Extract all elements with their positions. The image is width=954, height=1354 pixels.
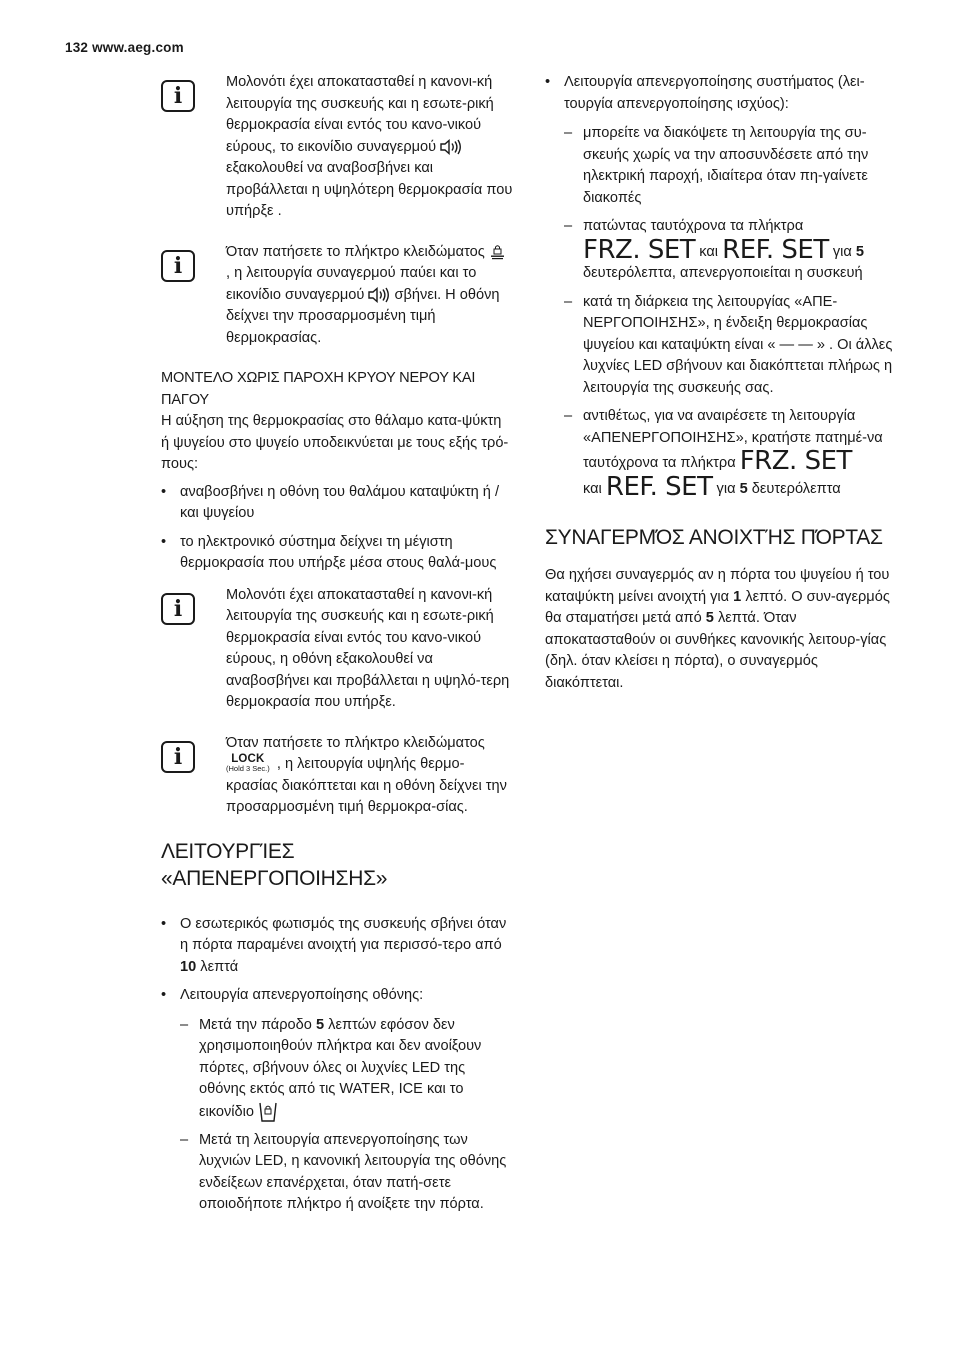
info-note-text: Μολονότι έχει αποκατασταθεί η κανονι-κή λειτουργία της συσκευής και η εσωτε-ρική θερμοκρασία είναι εντός του κανο-νικού εύρους, το εικονίδιο συναγερμού εξακολουθεί να αναβοσβήνει και προβάλλεται η υψηλότερη θερμοκρασία που υπήρξε . <box>226 74 513 219</box>
page-number: 132 <box>65 40 89 55</box>
list-item: – αντιθέτως, για να αναιρέσετε τη λειτουργία «ΑΠΕΝΕΡΓΟΠΟΙΗΣΗΣ», κρατήστε πατημέ-να ταυτόχρονα τα πλήκτρα FRZ. SET και REF. SET για 5 δευτερόλεπτα <box>564 406 897 500</box>
list-item: – Μετά τη λειτουργία απενεργοποίησης των λυχνιών LED, η κανονική λειτουργία της οθόνης ενδείξεων επανέρχεται, όταν πατή-σετε οποιοδήποτε πλήκτρο ή ανοίξετε την πόρτα. <box>180 1130 513 1216</box>
info-icon: i <box>161 741 195 773</box>
site-url: www.aeg.com <box>92 40 184 55</box>
lock-key-label: LOCK (Hold 3 Sec.) <box>226 753 270 774</box>
info-note-text: Μολονότι έχει αποκατασταθεί η κανονι-κή λειτουργία της συσκευής και η εσωτε-ρική θερμοκρασία είναι εντός του κανο-νικού εύρους, η οθόνη εξακολουθεί να αναβοσβήνει και προβάλλεται η υψηλό-τερη θερμοκρασία που υπήρξε. <box>226 586 510 710</box>
subheading: ΜΟΝΤΕΛΟ ΧΩΡΙΣ ΠΑΡΟΧΗ ΚΡΥΟΥ ΝΕΡΟΥ ΚΑΙ ΠΑΓΟΥ <box>161 370 476 408</box>
info-note-text: Όταν πατήσετε το πλήκτρο κλειδώματος , η λειτουργία συναγερμού παύει και το εικονίδιο συναγερμού σβήνει. Η οθόνη δείχνει την προσαρμοσμένη τιμή θερμοκρασίας. <box>226 242 513 350</box>
info-note <box>161 733 513 819</box>
info-note <box>161 72 513 223</box>
left-column <box>161 72 513 1223</box>
alarm-speaker-icon <box>368 287 390 303</box>
intro-paragraph: Η αύξηση της θερμοκρασίας στο θάλαμο κατα-ψύκτη ή ψυγείου στο ψυγείο υποδεικνύεται με τους εξής τρό-πους: <box>161 413 509 472</box>
water-lock-icon <box>258 1101 278 1123</box>
info-icon: i <box>161 250 195 282</box>
list-item: • Λειτουργία απενεργοποίησης συστήματος (λει-τουργία απενεργοποίησης ισχύος): – μπορείτε να διακόψετε τη λειτουργία της συ-σκευής χωρίς να την αποσυνδέσετε από την ηλεκτρική παροχή, ιδιαίτερα όταν πη-γαίνετε διακοπές – πατώντας ταυτόχρονα τα πλήκτρα FRZ. SET και REF. SET για 5 δευτερόλεπτα, απενεργοποιείται η συσκευή – κατά τη διάρκεια της λειτουργίας «ΑΠΕ-ΝΕΡΓΟΠΟΙΗΣΗΣ», η ένδειξη θερμοκρασίας ψυγείου και καταψύκτη είναι « — — » . Οι άλλες λυχνίες LED σβήνουν και διακόπτεται πλήρως η λειτουργία της συσκευής σας. – αντιθέτως, για να αναιρέσετε τη λειτουργία «ΑΠΕΝΕΡΓΟΠΟΙΗΣΗΣ», κρατήστε πατημέ-να ταυτόχρονα τα πλήκτρα FRZ. SET και REF. SET για 5 δευτερόλεπτα <box>545 72 897 500</box>
list-item: – Μετά την πάροδο 5 λεπτών εφόσον δεν χρησιμοποιηθούν πλήκτρα και δεν ανοίξουν πόρτες, σβήνουν όλες οι λυχνίες LED της οθόνης εκτός από τις WATER, ICE και το εικονίδιο <box>180 1015 513 1123</box>
list-item: • το ηλεκτρονικό σύστημα δείχνει τη μέγιστη θερμοκρασία που υπήρξε μέσα στους θαλά-μους <box>161 532 513 575</box>
lock-key-icon <box>489 243 506 260</box>
list-item: – μπορείτε να διακόψετε τη λειτουργία της συ-σκευής χωρίς να την αποσυνδέσετε από την ηλεκτρική παροχή, ιδιαίτερα όταν πη-γαίνετε διακοπές <box>564 123 897 209</box>
frz-set-key-label: FRZ. SET <box>583 234 696 265</box>
info-icon: i <box>161 593 195 625</box>
info-note-text: Όταν πατήσετε το πλήκτρο κλειδώματος LOCK (Hold 3 Sec.) , η λειτουργία υψηλής θερμο-κρασίας διακόπτεται και η οθόνη δείχνει την προσαρμοσμένη τιμή θερμοκρα-σίας. <box>226 734 507 815</box>
list-item: – πατώντας ταυτόχρονα τα πλήκτρα FRZ. SET και REF. SET για 5 δευτερόλεπτα, απενεργοποιείται η συσκευή <box>564 216 897 285</box>
section-title-off-functions: ΛΕΙΤΟΥΡΓΊΕΣ «ΑΠΕΝΕΡΓΟΠΟΙΗΣΗΣ» <box>161 839 388 890</box>
info-note <box>161 585 513 714</box>
bullet-list <box>161 482 513 575</box>
bullet-list <box>545 72 897 500</box>
list-item: • Λειτουργία απενεργοποίησης οθόνης: – Μετά την πάροδο 5 λεπτών εφόσον δεν χρησιμοποιηθούν πλήκτρα και δεν ανοίξουν πόρτες, σβήνουν όλες οι λυχνίες LED της οθόνης εκτός από τις WATER, ICE και το εικονίδιο – Μετά τη λειτουργία απενεργοποίησης των λυχνιών LED, η κανονική λειτουργία της οθόνης ενδείξεων επανέρχεται, όταν πατή-σετε οποιοδήποτε πλήκτρο ή ανοίξετε την πόρτα. <box>161 985 513 1216</box>
info-note <box>161 242 513 350</box>
list-item: • αναβοσβήνει η οθόνη του θαλάμου καταψύκτη ή / και ψυγείου <box>161 482 513 525</box>
list-item: • Ο εσωτερικός φωτισμός της συσκευής σβήνει όταν η πόρτα παραμένει ανοιχτή για περισσό-τερο από 10 λεπτά <box>161 914 513 979</box>
bullet-list <box>161 914 513 1216</box>
frz-set-key-label: FRZ. SET <box>739 446 852 476</box>
right-column <box>545 72 897 694</box>
alarm-speaker-icon <box>440 139 462 155</box>
dash-list <box>564 123 897 500</box>
page-header <box>65 37 184 59</box>
section-title-door-alarm: ΣΥΝΑΓΕΡΜΌΣ ΑΝΟΙΧΤΉΣ ΠΌΡΤΑΣ <box>545 526 883 549</box>
dash-list <box>180 1015 513 1216</box>
door-alarm-paragraph: Θα ηχήσει συναγερμός αν η πόρτα του ψυγείου ή του καταψύκτη μείνει ανοιχτή για 1 λεπτό. Ο συν-αγερμός θα σταματήσει μετά από 5 λεπτά. Όταν αποκατασταθούν οι συνθήκες κανονικής λειτουρ-γίας (δηλ. όταν κλείσει η πόρτα), ο συναγερμός διακόπτεται. <box>545 567 890 691</box>
ref-set-key-label: REF. SET <box>605 471 713 502</box>
ref-set-key-label: REF. SET <box>722 234 829 265</box>
list-item: – κατά τη διάρκεια της λειτουργίας «ΑΠΕ-ΝΕΡΓΟΠΟΙΗΣΗΣ», η ένδειξη θερμοκρασίας ψυγείου και καταψύκτη είναι « — — » . Οι άλλες λυχνίες LED σβήνουν και διακόπτεται πλήρως η λειτουργία της συσκευής σας. <box>564 292 897 400</box>
info-icon: i <box>161 80 195 112</box>
